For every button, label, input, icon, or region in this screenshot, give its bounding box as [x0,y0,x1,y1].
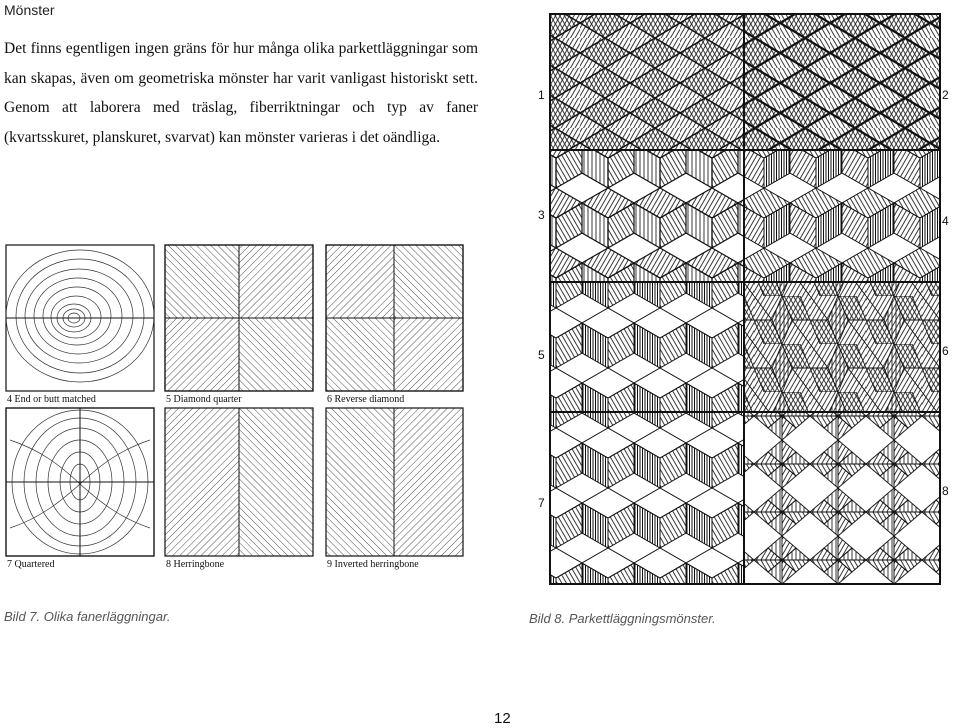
parquet-pattern-6 [744,282,940,412]
panel-label: 8 Herringbone [166,559,225,570]
pattern-number: 5 [538,348,545,362]
pattern-number: 4 [942,214,949,228]
pattern-number: 7 [538,496,545,510]
panel-quartered [6,408,154,556]
page-number: 12 [494,710,511,727]
panel-label: 6 Reverse diamond [327,394,405,405]
body-line: med träslag, fiberriktningar och typ av faner (kvartsskuret, [4,99,479,146]
parquet-figure [530,8,950,588]
parquet-patterns-drawing [530,8,950,588]
pattern-number: 3 [538,208,545,222]
veneer-panels-drawing [0,240,470,580]
body-line: parkettläggningar som kan skapas, även om geometriska [4,40,478,87]
body-line: mönster har varit vanligast historiskt sett. Genom att laborera [4,69,478,116]
body-line: planskuret, svarvat) kan mönster varieras i det oändliga. [92,128,441,146]
parquet-pattern-7 [550,412,744,584]
panel-label: 5 Diamond quarter [166,394,242,405]
panel-inverted-herringbone [326,408,463,556]
pattern-number: 2 [942,88,949,102]
panel-label: 7 Quartered [7,559,55,570]
parquet-pattern-3 [550,150,744,282]
section-heading: Mönster [4,2,55,18]
panel-diamond-quarter [165,245,313,391]
panel-herringbone [165,408,313,556]
body-paragraph [4,34,478,152]
figure-8-caption: Bild 8. Parkettläggningsmönster. [529,611,716,626]
body-line: Det finns egentligen ingen gräns för hur många olika [4,40,335,57]
parquet-pattern-1 [550,14,744,150]
veneer-figure [0,240,470,580]
pattern-number: 8 [942,484,949,498]
pattern-number: 1 [538,88,545,102]
parquet-pattern-4 [744,150,940,282]
pattern-number: 6 [942,344,949,358]
parquet-pattern-2 [744,14,940,150]
parquet-pattern-8 [744,412,940,584]
figure-7-caption: Bild 7. Olika fanerläggningar. [4,609,171,624]
panel-label: 9 Inverted herringbone [327,559,419,570]
panel-reverse-diamond [326,245,463,391]
panel-end-butt-matched [6,245,154,391]
panel-label: 4 End or butt matched [7,394,96,405]
parquet-pattern-5 [550,282,744,412]
